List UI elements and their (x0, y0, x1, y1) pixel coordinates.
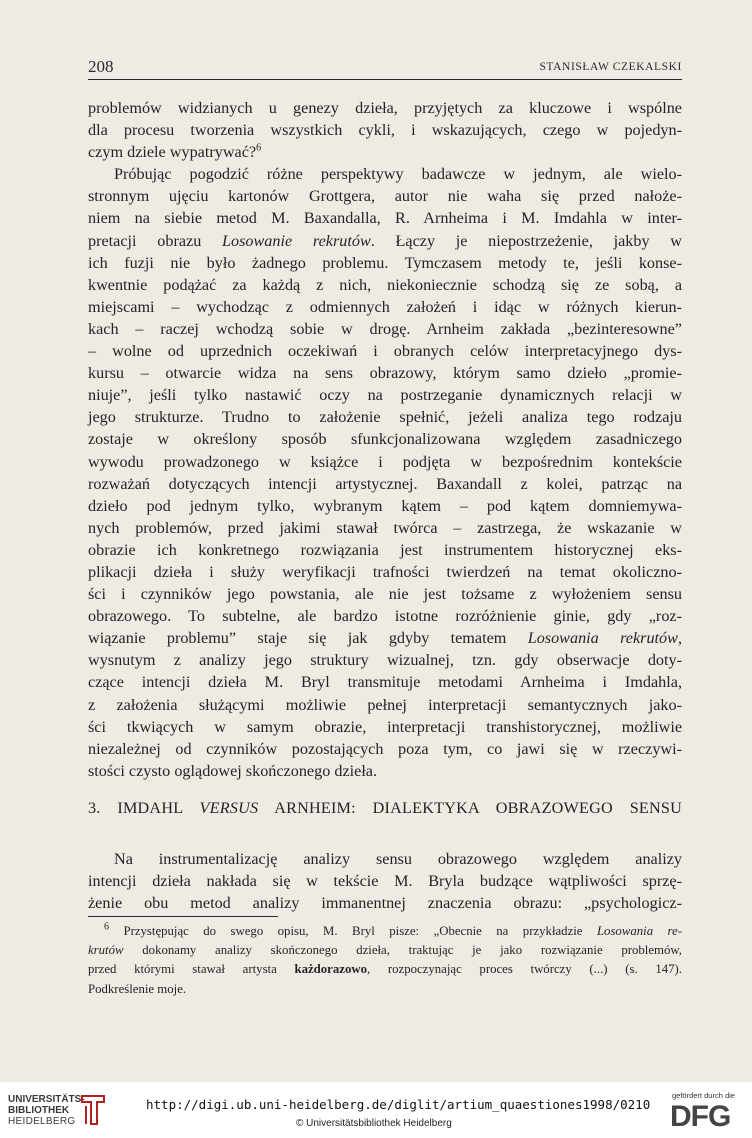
library-emblem-icon (80, 1092, 106, 1126)
paragraph (88, 848, 682, 914)
library-logo: UNIVERSITÄTS- BIBLIOTHEK HEIDELBERG (8, 1094, 85, 1127)
text-line: rozważań dotyczących intencji artystycznej. Baxandall z kolei, patrząc na (88, 474, 682, 493)
permalink[interactable]: http://digi.ub.uni-heidelberg.de/diglit/artium_quaestiones1998/0210 (146, 1097, 651, 1112)
text-line: stości czysto oglądowej skończonego dzieła. (88, 761, 378, 780)
text-line: dzieło pod jednym tylko, wybranym kątem – pod kątem domniemywa- (88, 496, 682, 515)
footnote-line: Podkreślenie moje. (88, 981, 187, 996)
text-line: ści tkwiących w samym obrazie, interpretacji transhistorycznej, możliwie (88, 717, 682, 736)
section-heading: 3. IMDAHL VERSUS ARNHEIM: DIALEKTYKA OBRAZOWEGO SENSU (88, 799, 682, 817)
page-number: 208 (88, 57, 114, 76)
text-line: ści i czynników jego powstania, ale nie jest tożsame z wyłożeniem sensu (88, 585, 682, 604)
footnote (88, 922, 682, 999)
text-line: zostaje w określony sposób sfunkcjonalizowana względem zasadniczego (88, 430, 682, 449)
dfg-logo: DFG (670, 1100, 731, 1133)
text-line: czące intencji dzieła M. Bryl transmituje metodami Arnheima i Imdahla, (88, 673, 682, 692)
text-line: wysnutym z analizy jego struktury wizualnej, tzn. gdy obserwacje doty- (88, 651, 682, 670)
text-line: Próbując pogodzić różne perspektywy badawcze w jednym, ale wielo- (114, 165, 682, 184)
text-line: pretacji obrazu Losowanie rekrutów. Łączy je niepostrzeżenie, jakby w (88, 231, 682, 250)
footnote-line: przed którymi stawał artysta każdorazowo, rozpoczynając proces twórczy (...) (s. 147). (88, 962, 682, 977)
text-line: stronnym ujęciu kartonów Grottgera, autor nie waha się przed nałoże- (88, 187, 682, 206)
footnote-line: $^6$ Przystępując do swego opisu, M. Bryl pisze: „Obecnie na przykładzie Losowania re- (104, 921, 683, 938)
running-header (88, 57, 682, 80)
paragraph (88, 163, 682, 782)
copyright-notice: © Universitätsbibliothek Heidelberg (296, 1118, 452, 1129)
text-line: z założenia służącymi możliwie pełnej interpretacji semantycznych jako- (88, 695, 682, 714)
text-line: nych problemów, przed jakimi stawał twórca – zastrzega, że wskazanie w (88, 518, 682, 537)
text-line: intencji dzieła nakłada się w tekście M. Bryla budzące wątpliwości sprzę- (88, 872, 682, 891)
text-line: niem na siebie metod M. Baxandalla, R. Arnheima i M. Imdahla w inter- (88, 209, 682, 228)
footnote-ref[interactable]: 6 (256, 142, 262, 154)
text-line: – wolne od uprzednich oczekiwań i obranych celów interpretacyjnego dys- (88, 342, 682, 361)
text-line: Na instrumentalizację analizy sensu obrazowego względem analizy (114, 850, 682, 868)
footnote-rule (88, 916, 278, 917)
text-line: czym dziele wypatrywać?$^6$ (88, 142, 262, 162)
running-author: STANISŁAW CZEKALSKI (539, 61, 682, 73)
text-line: plikacji dzieła i służy weryfikacji trafności twierdzeń na temat okoliczno- (88, 562, 682, 581)
text-line: obrazowego. To subtelne, ale bardzo istotne rozróżnienie ginie, gdy „roz- (88, 607, 682, 626)
text-line: jego strukturze. Trudno to założenie spełnić, jeżeli analiza tego rodzaju (88, 408, 682, 427)
text-line: kwentnie podążać za każdą z nich, niekoniecznie schodzą się ze sobą, a (88, 275, 682, 294)
text-line: obrazie ich konkretnego rozwiązania jest instrumentem historycznej eks- (88, 540, 682, 559)
text-line: kach – raczej wchodzą sobie w drogę. Arnheim zakłada „bezinteresowne” (88, 319, 682, 338)
text-line: żenie obu metod analizy immanentnej znaczenia obrazu: „psychologicz- (88, 894, 682, 913)
footnote-line: krutów dokonamy analizy skończonego dzieła, traktując je jako rozwiązanie problemów, (88, 943, 682, 958)
text-line: ich fuzji nie było żadnego problemu. Tymczasem metody te, jeśli konse- (88, 253, 682, 272)
text-line: niezależnej od czynników pozostających poza tym, co jawi się w rzeczywi- (88, 739, 682, 758)
text-line: kursu – otwarcie widza na sens obrazowy, którym samo dzieło „promie- (88, 364, 682, 383)
text-line: dla procesu tworzenia wszystkich cykli, i wskazujących, czego w pojedyn- (88, 121, 682, 140)
text-line: wiązanie problemu” staje się jak gdyby tematem Losowania rekrutów, (88, 629, 682, 648)
text-line: niuje”, jeśli tylko nastawić oczy na postrzeganie dynamicznych relacji w (88, 386, 682, 405)
main-text (88, 97, 682, 782)
text-line: wywodu prowadzonego w książce i podjęta w bezpośrednim kontekście (88, 452, 682, 471)
text-line: problemów widzianych u genezy dzieła, przyjętych za kluczowe i wspólne (88, 99, 682, 117)
funding-note: gefördert durch die (672, 1091, 735, 1100)
text-line: miejscami – wychodząc z odmiennych założeń i idąc w różnych kierun- (88, 297, 682, 316)
